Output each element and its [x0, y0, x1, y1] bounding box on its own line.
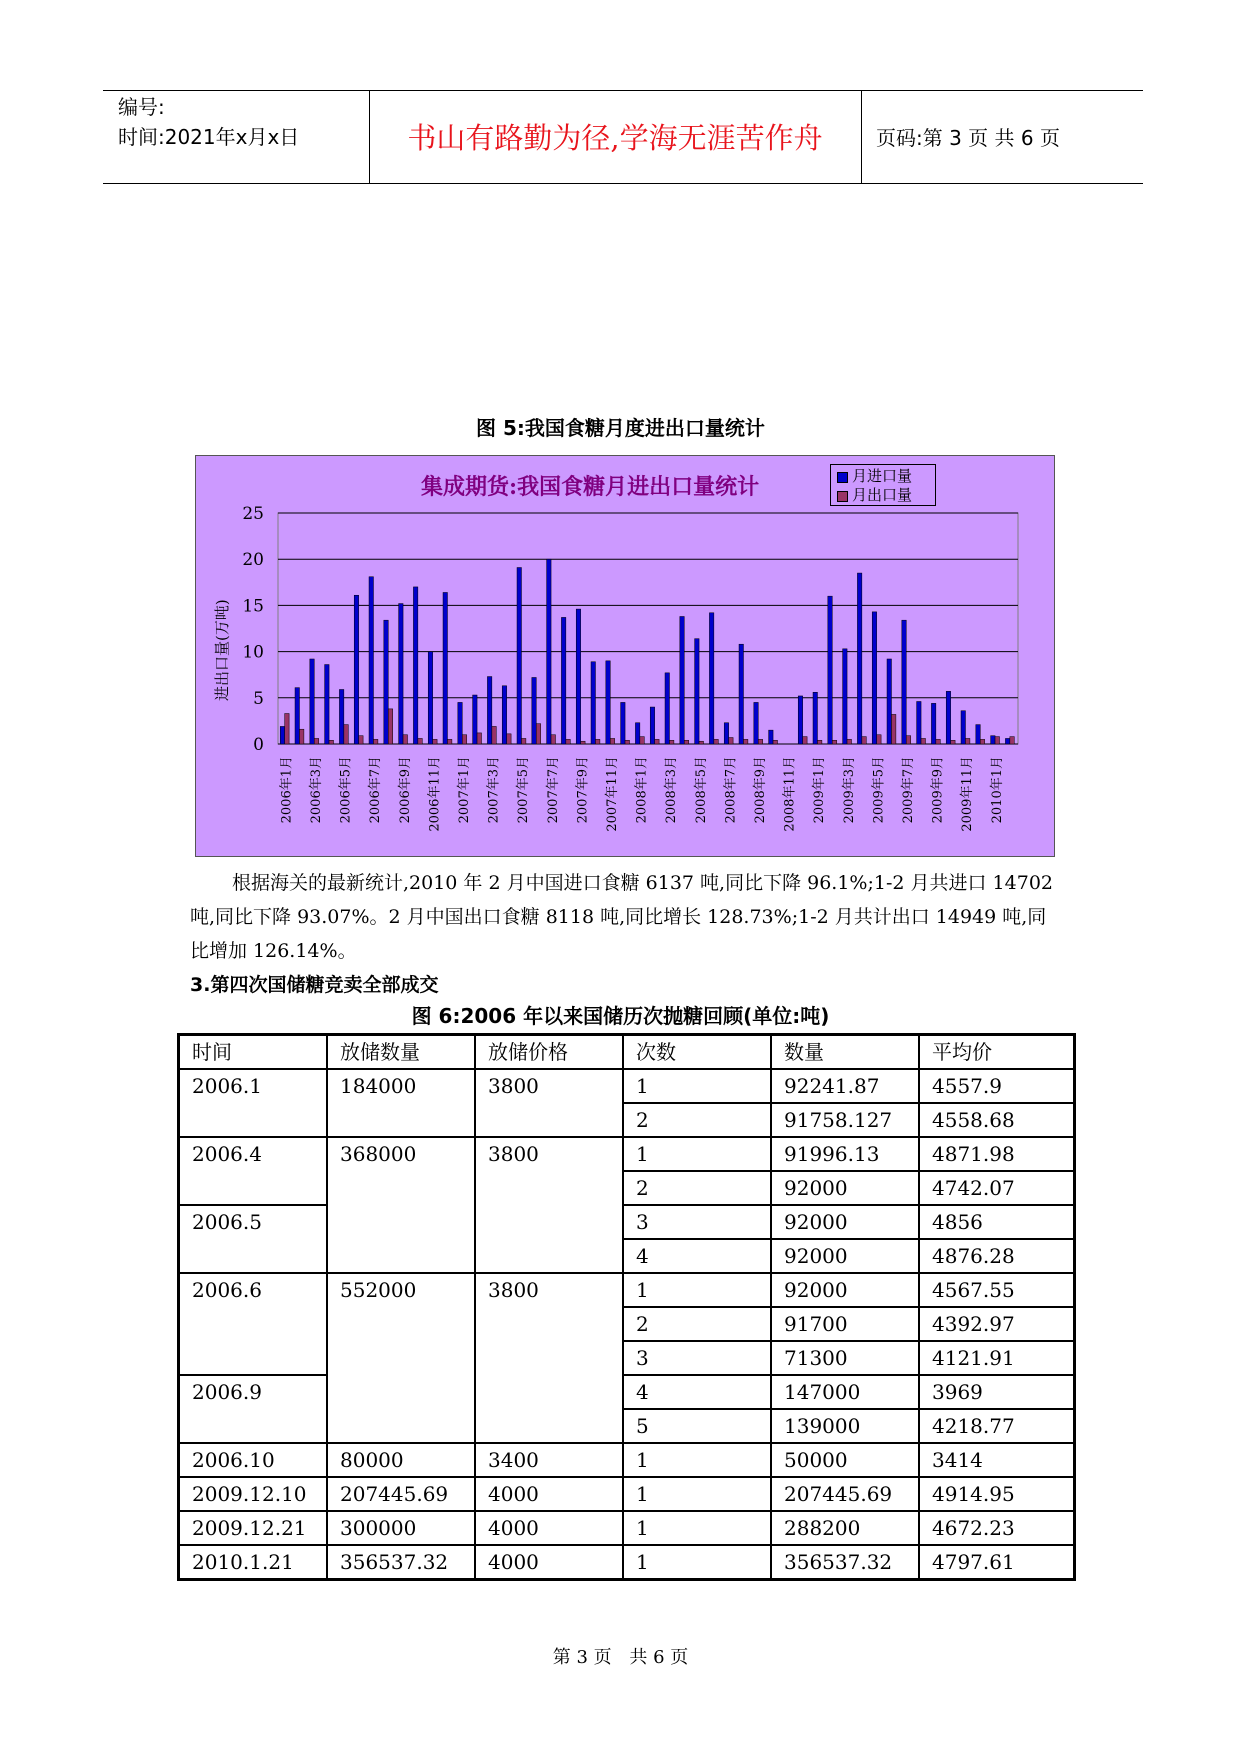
- th-amount: 数量: [771, 1035, 919, 1070]
- export-bar: [832, 740, 836, 744]
- footer-page: 第 3 页: [552, 1647, 612, 1668]
- header-top-rule: [103, 90, 1143, 91]
- export-bar: [418, 738, 422, 744]
- import-bar: [547, 559, 551, 744]
- cell-time: 2010.1.21: [179, 1545, 328, 1580]
- cell-count: 1: [623, 1545, 771, 1580]
- y-tick-label: 0: [253, 735, 264, 755]
- cell-count: 4: [623, 1239, 771, 1273]
- cell-time: 2006.1: [179, 1069, 328, 1137]
- export-bar: [743, 739, 747, 744]
- import-bar: [369, 577, 373, 744]
- x-tick-label: 2007年1月: [457, 756, 472, 824]
- table-row: [179, 1137, 1075, 1171]
- x-tick-label: 2009年5月: [871, 756, 887, 824]
- cell-count: 1: [623, 1137, 771, 1171]
- cell-average: 4218.77: [919, 1409, 1075, 1443]
- table-row: [179, 1069, 1075, 1103]
- x-tick-label: 2009年7月: [901, 756, 916, 824]
- cell-average: 4557.9: [919, 1069, 1075, 1103]
- cell-quantity: 184000: [327, 1069, 475, 1137]
- header-number: 编号:: [118, 95, 165, 119]
- cell-average: 4797.61: [919, 1545, 1075, 1580]
- cell-price: 4000: [475, 1545, 623, 1580]
- th-count: 次数: [623, 1035, 771, 1070]
- footer-total: 共 6 页: [629, 1647, 689, 1668]
- import-bar: [384, 620, 388, 744]
- export-bar: [329, 740, 333, 744]
- export-bar: [980, 739, 984, 744]
- import-bar: [946, 691, 950, 744]
- import-bar: [325, 665, 329, 744]
- export-bar: [906, 736, 910, 744]
- header-page-number: 页码:第 3 页 共 6 页: [876, 126, 1060, 150]
- header-bottom-rule: [103, 183, 1143, 184]
- import-bar: [635, 723, 639, 744]
- cell-average: 4121.91: [919, 1341, 1075, 1375]
- cell-average: 4856: [919, 1205, 1075, 1239]
- page-footer: [0, 1643, 1241, 1669]
- import-bar: [872, 612, 876, 744]
- import-bar: [606, 661, 610, 744]
- import-bar: [413, 587, 417, 744]
- import-bar: [354, 595, 358, 744]
- export-bar: [951, 740, 955, 744]
- header-time: 时间:2021年x月x日: [118, 125, 300, 149]
- cell-average: 3414: [919, 1443, 1075, 1477]
- export-bar: [447, 739, 451, 744]
- cell-average: 4672.23: [919, 1511, 1075, 1545]
- x-tick-label: 2008年9月: [753, 756, 768, 824]
- import-bar: [724, 723, 728, 744]
- import-bar: [502, 686, 506, 744]
- export-bar: [610, 738, 614, 744]
- import-bar: [828, 596, 832, 744]
- cell-count: 4: [623, 1375, 771, 1409]
- cell-time: 2009.12.10: [179, 1477, 328, 1511]
- y-tick-label: 5: [253, 688, 264, 709]
- import-bar: [665, 673, 669, 744]
- table-header-row: [179, 1035, 1075, 1070]
- export-bar: [566, 739, 570, 744]
- export-bar: [847, 739, 851, 744]
- export-bar: [373, 739, 377, 744]
- header-slogan: 书山有路勤为径,学海无涯苦作舟: [407, 121, 823, 155]
- figure-5-caption: 图 5:我国食糖月度进出口量统计: [476, 416, 765, 440]
- table-row: [179, 1443, 1075, 1477]
- cell-count: 3: [623, 1341, 771, 1375]
- cell-average: 4392.97: [919, 1307, 1075, 1341]
- import-bar: [576, 609, 580, 744]
- x-tick-label: 2008年5月: [693, 756, 709, 824]
- body-paragraph: [190, 866, 1060, 968]
- export-bar: [640, 737, 644, 744]
- cell-amount: 91996.13: [771, 1137, 919, 1171]
- export-bar: [965, 738, 969, 744]
- cell-quantity: 356537.32: [327, 1545, 475, 1580]
- export-bar: [625, 740, 629, 744]
- cell-amount: 92000: [771, 1239, 919, 1273]
- export-bar: [285, 714, 289, 744]
- import-bar: [843, 649, 847, 744]
- cell-quantity: 207445.69: [327, 1477, 475, 1511]
- cell-time: 2006.5: [179, 1205, 328, 1273]
- table-row: [179, 1375, 1075, 1409]
- cell-average: 3969: [919, 1375, 1075, 1409]
- export-bar: [729, 738, 733, 744]
- cell-time: 2006.9: [179, 1375, 328, 1443]
- cell-amount: 92000: [771, 1171, 919, 1205]
- import-bar: [1005, 738, 1009, 744]
- export-bar: [521, 738, 525, 744]
- import-bar: [517, 568, 521, 744]
- cell-amount: 50000: [771, 1443, 919, 1477]
- export-bar: [433, 739, 437, 744]
- cell-price: 3800: [475, 1273, 623, 1443]
- x-tick-label: 2009年9月: [930, 756, 946, 824]
- import-bar: [917, 701, 921, 744]
- cell-amount: 139000: [771, 1409, 919, 1443]
- export-bar: [936, 739, 940, 744]
- import-bar: [991, 736, 995, 744]
- cell-average: 4558.68: [919, 1103, 1075, 1137]
- table-row: [179, 1477, 1075, 1511]
- import-bar: [739, 644, 743, 744]
- import-bar: [399, 604, 403, 744]
- y-axis-label: 进出口量(万吨): [213, 599, 231, 701]
- cell-count: 2: [623, 1171, 771, 1205]
- cell-count: 1: [623, 1477, 771, 1511]
- legend-label-import: 月进口量: [852, 467, 913, 485]
- cell-amount: 356537.32: [771, 1545, 919, 1580]
- import-bar: [428, 652, 432, 744]
- cell-count: 1: [623, 1511, 771, 1545]
- import-bar: [532, 677, 536, 744]
- import-bar: [591, 662, 595, 744]
- cell-price: 3400: [475, 1443, 623, 1477]
- export-bar: [403, 735, 407, 744]
- cell-count: 1: [623, 1273, 771, 1307]
- cell-count: 1: [623, 1443, 771, 1477]
- cell-time: 2006.4: [179, 1137, 328, 1205]
- cell-time: 2006.6: [179, 1273, 328, 1375]
- import-bar: [339, 689, 343, 744]
- x-tick-label: 2006年9月: [397, 756, 413, 824]
- export-bar: [758, 739, 762, 744]
- export-bar: [699, 741, 703, 744]
- cell-amount: 92241.87: [771, 1069, 919, 1103]
- export-bar: [388, 709, 392, 744]
- import-bar: [695, 639, 699, 744]
- cell-count: 2: [623, 1103, 771, 1137]
- table-row: [179, 1273, 1075, 1307]
- export-bar: [877, 735, 881, 744]
- export-bar: [314, 738, 318, 744]
- cell-amount: 207445.69: [771, 1477, 919, 1511]
- cell-count: 1: [623, 1069, 771, 1103]
- import-bar: [769, 730, 773, 744]
- import-bar: [295, 688, 299, 744]
- header-divider-right: [861, 90, 862, 183]
- x-tick-label: 2007年5月: [516, 756, 532, 824]
- cell-price: 3800: [475, 1069, 623, 1137]
- x-tick-label: 2009年1月: [812, 756, 828, 824]
- section-title: 3.第四次国储糖竞卖全部成交: [190, 974, 439, 996]
- cell-price: 4000: [475, 1511, 623, 1545]
- import-bar: [798, 696, 802, 744]
- x-tick-label: 2009年3月: [841, 756, 857, 824]
- export-bar: [891, 714, 895, 744]
- import-bar: [650, 707, 654, 744]
- figure-6-caption: 图 6:2006 年以来国储历次抛糖回顾(单位:吨): [411, 1004, 830, 1028]
- export-bar: [359, 736, 363, 744]
- cell-price: 3800: [475, 1137, 623, 1273]
- export-bar: [595, 739, 599, 744]
- export-bar: [299, 729, 303, 744]
- x-tick-label: 2006年5月: [338, 756, 354, 824]
- x-tick-label: 2007年3月: [486, 756, 502, 824]
- cell-count: 5: [623, 1409, 771, 1443]
- export-bar: [344, 725, 348, 744]
- x-tick-label: 2006年3月: [309, 756, 324, 824]
- x-tick-label: 2010年1月: [989, 756, 1005, 824]
- reserve-sugar-table: [177, 1033, 1076, 1581]
- import-bar: [887, 659, 891, 744]
- x-tick-label: 2008年7月: [723, 756, 739, 824]
- export-bar: [551, 735, 555, 744]
- chart-title: 集成期货:我国食糖月进出口量统计: [421, 474, 760, 500]
- chart-plot: [196, 456, 1054, 856]
- th-price: 放储价格: [475, 1035, 623, 1070]
- x-tick-label: 2006年11月: [427, 756, 443, 832]
- cell-price: 4000: [475, 1477, 623, 1511]
- cell-average: 4914.95: [919, 1477, 1075, 1511]
- chart-container: [195, 455, 1055, 857]
- x-tick-label: 2008年11月: [782, 756, 798, 832]
- cell-amount: 71300: [771, 1341, 919, 1375]
- table-row: [179, 1205, 1075, 1239]
- cell-quantity: 368000: [327, 1137, 475, 1273]
- x-tick-label: 2008年3月: [664, 756, 680, 824]
- import-bar: [931, 703, 935, 744]
- import-bar: [443, 592, 447, 744]
- export-bar: [536, 724, 540, 744]
- y-tick-label: 15: [242, 596, 264, 617]
- export-bar: [507, 734, 511, 744]
- y-tick-label: 10: [242, 642, 264, 663]
- th-time: 时间: [179, 1035, 328, 1070]
- y-tick-label: 25: [242, 504, 264, 524]
- cell-average: 4876.28: [919, 1239, 1075, 1273]
- cell-amount: 288200: [771, 1511, 919, 1545]
- export-bar: [492, 726, 496, 744]
- cell-amount: 147000: [771, 1375, 919, 1409]
- import-bar: [754, 702, 758, 744]
- table-row: [179, 1511, 1075, 1545]
- export-bar: [684, 740, 688, 744]
- export-bar: [995, 737, 999, 744]
- cell-average: 4567.55: [919, 1273, 1075, 1307]
- cell-amount: 91758.127: [771, 1103, 919, 1137]
- export-bar: [921, 738, 925, 744]
- th-average: 平均价: [919, 1035, 1075, 1070]
- cell-quantity: 552000: [327, 1273, 475, 1443]
- import-bar: [813, 692, 817, 744]
- import-bar: [976, 725, 980, 744]
- cell-quantity: 80000: [327, 1443, 475, 1477]
- cell-average: 4742.07: [919, 1171, 1075, 1205]
- cell-amount: 92000: [771, 1273, 919, 1307]
- cell-time: 2009.12.21: [179, 1511, 328, 1545]
- export-bar: [773, 740, 777, 744]
- cell-count: 2: [623, 1307, 771, 1341]
- import-bar: [280, 726, 284, 744]
- import-bar: [458, 702, 462, 744]
- header-info: [118, 92, 299, 152]
- export-bar: [817, 740, 821, 744]
- import-bar: [487, 677, 491, 744]
- cell-amount: 92000: [771, 1205, 919, 1239]
- x-tick-label: 2009年11月: [960, 756, 976, 832]
- import-bar: [561, 617, 565, 744]
- import-bar: [961, 711, 965, 744]
- import-bar: [473, 695, 477, 744]
- x-tick-label: 2007年9月: [575, 756, 591, 824]
- x-tick-label: 2008年1月: [634, 756, 650, 824]
- cell-time: 2006.10: [179, 1443, 328, 1477]
- import-bar: [709, 613, 713, 744]
- cell-amount: 91700: [771, 1307, 919, 1341]
- export-bar: [581, 741, 585, 744]
- x-tick-label: 2006年1月: [279, 756, 295, 824]
- export-bar: [714, 739, 718, 744]
- y-tick-label: 20: [242, 550, 264, 571]
- cell-average: 4871.98: [919, 1137, 1075, 1171]
- export-bar: [669, 740, 673, 744]
- cell-count: 3: [623, 1205, 771, 1239]
- export-bar: [477, 733, 481, 744]
- cell-quantity: 300000: [327, 1511, 475, 1545]
- x-tick-label: 2007年7月: [545, 756, 561, 824]
- export-bar: [462, 735, 466, 744]
- th-quantity: 放储数量: [327, 1035, 475, 1070]
- import-bar: [902, 620, 906, 744]
- import-bar: [310, 659, 314, 744]
- x-tick-label: 2007年11月: [605, 756, 620, 832]
- import-bar: [621, 702, 625, 744]
- import-bar: [680, 616, 684, 744]
- x-tick-label: 2006年7月: [368, 756, 384, 824]
- export-bar: [1010, 737, 1014, 744]
- export-bar: [803, 737, 807, 744]
- import-bar: [857, 573, 861, 744]
- export-bar: [655, 739, 659, 744]
- export-bar: [862, 737, 866, 744]
- paragraph-text: 根据海关的最新统计,2010 年 2 月中国进口食糖 6137 吨,同比下降 96.1%;1-2 月共进口 14702 吨,同比下降 93.07%。2 月中国出口食糖 8118 吨,同比增长 128.73%;1-2 月共计出口 14949 吨,同比增加 126.14%。: [190, 872, 1053, 962]
- table-row: [179, 1545, 1075, 1580]
- legend-label-export: 月出口量: [852, 486, 913, 504]
